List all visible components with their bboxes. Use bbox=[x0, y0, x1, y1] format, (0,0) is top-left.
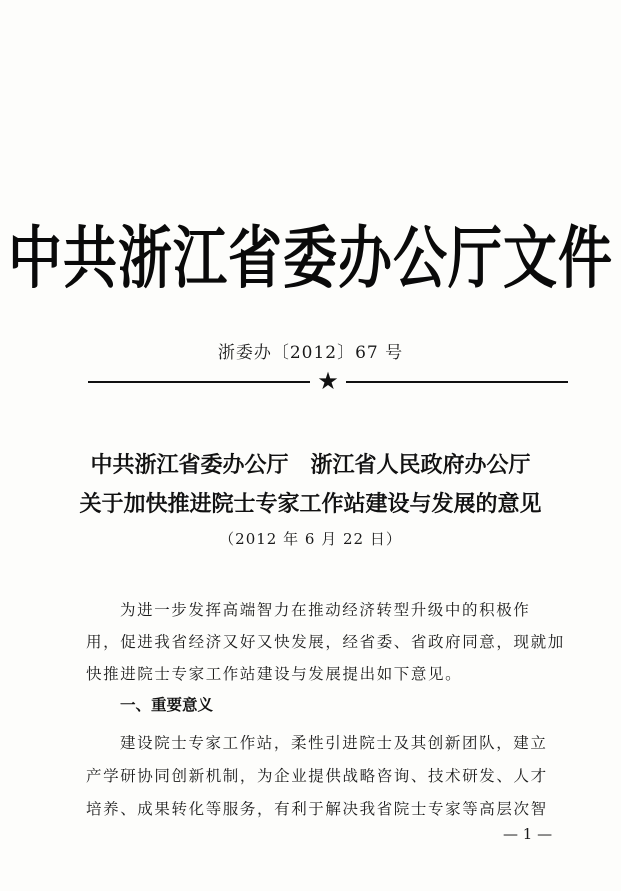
document-title-line-2: 关于加快推进院士专家工作站建设与发展的意见 bbox=[79, 492, 542, 517]
divider-line-right bbox=[346, 381, 568, 383]
page-number: — 1 — bbox=[503, 825, 553, 843]
document-title-line-1: 中共浙江省委办公厅 浙江省人民政府办公厅 bbox=[90, 453, 531, 478]
section1-line-3: 培养、成果转化等服务，有利于解决我省院士专家等高层次智 bbox=[86, 800, 548, 818]
document-number: 浙委办〔2012〕67 号 bbox=[217, 343, 404, 363]
intro-line-2: 用，促进我省经济又好又快发展，经省委、省政府同意，现就加 bbox=[86, 633, 565, 651]
section1-line-2: 产学研协同创新机制，为企业提供战略咨询、技术研发、人才 bbox=[86, 767, 548, 785]
star-icon: ★ bbox=[317, 367, 339, 395]
divider-line-left bbox=[88, 381, 310, 383]
intro-line-3: 快推进院士专家工作站建设与发展提出如下意见。 bbox=[86, 665, 463, 683]
document-date: （2012 年 6 月 22 日） bbox=[219, 530, 402, 548]
document-masthead: 中共浙江省委办公厅文件 bbox=[8, 218, 613, 298]
section-heading-1: 一、重要意义 bbox=[120, 696, 214, 714]
section1-line-1: 建设院士专家工作站，柔性引进院士及其创新团队，建立 bbox=[120, 734, 548, 752]
masthead-divider bbox=[88, 367, 568, 395]
intro-line-1: 为进一步发挥高端智力在推动经济转型升级中的积极作 bbox=[120, 601, 531, 619]
